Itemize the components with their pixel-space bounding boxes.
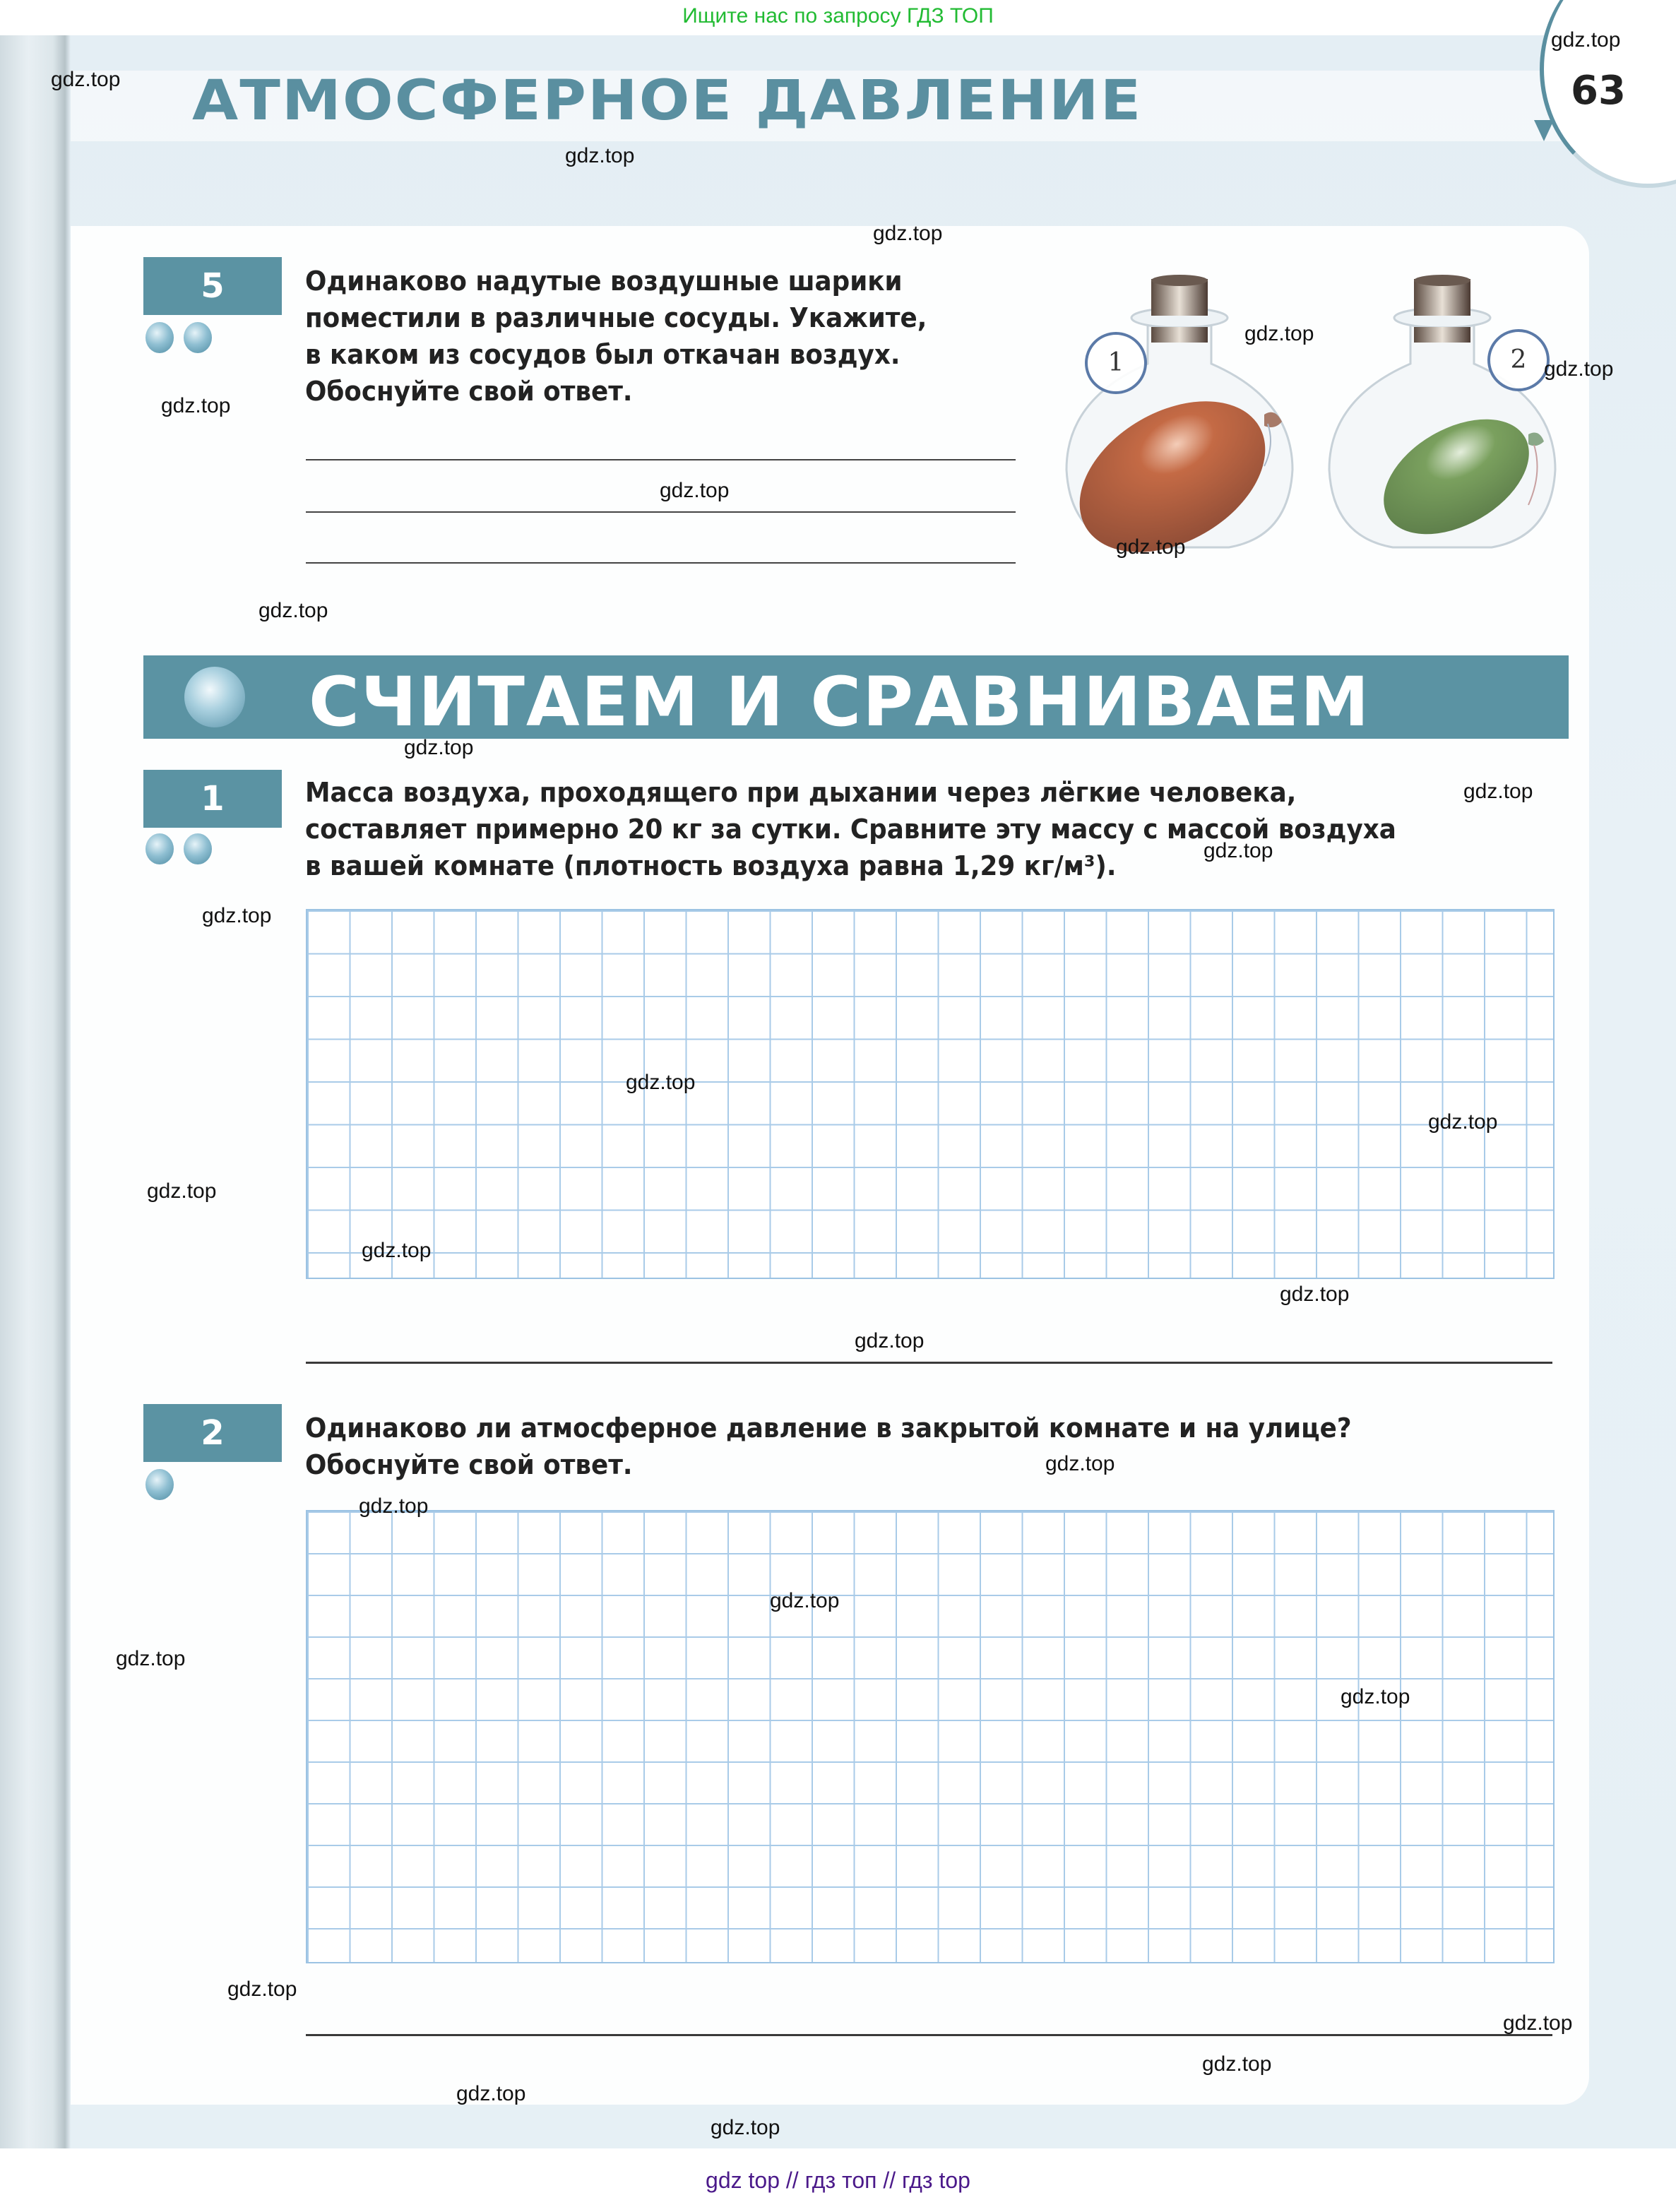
sphere-icon <box>184 667 245 727</box>
watermark: gdz.top <box>456 2082 526 2105</box>
flask-1-illustration <box>1052 265 1307 561</box>
difficulty-ball-icon <box>145 1469 174 1500</box>
watermark: gdz.top <box>855 1329 925 1352</box>
footer <box>0 2148 1676 2211</box>
chapter-title: АТМОСФЕРНОЕ ДАВЛЕНИЕ <box>192 69 1143 133</box>
task5-question <box>305 263 927 410</box>
watermark: gdz.top <box>362 1239 432 1262</box>
arrow-icon <box>1534 120 1554 141</box>
top-banner <box>0 0 1676 35</box>
task1-question <box>305 774 1396 884</box>
task2-question <box>305 1410 1352 1483</box>
watermark: gdz.top <box>626 1071 696 1094</box>
watermark: gdz.top <box>1428 1110 1498 1134</box>
watermark: gdz.top <box>1551 28 1621 52</box>
watermark: gdz.top <box>116 1647 186 1670</box>
task-number-badge: 5 <box>143 257 282 315</box>
task5-line: в каком из сосудов был откачан воздух. <box>305 339 901 370</box>
watermark: gdz.top <box>1045 1452 1115 1475</box>
task1-answer-grid[interactable] <box>306 909 1555 1279</box>
watermark: gdz.top <box>1116 535 1186 559</box>
task5-line: Одинаково надутые воздушные шарики <box>305 266 903 297</box>
watermark: gdz.top <box>1544 357 1614 381</box>
task2-answer-grid[interactable] <box>306 1510 1555 1963</box>
watermark: gdz.top <box>202 904 272 927</box>
task1-line: Масса воздуха, проходящего при дыхании через лёгкие человека, <box>305 777 1297 808</box>
task1-line: в вашей комнате (плотность воздуха равна 1,29 кг/м³). <box>305 850 1117 881</box>
watermark: gdz.top <box>161 394 231 417</box>
answer-line[interactable] <box>306 2034 1552 2036</box>
watermark: gdz.top <box>359 1494 429 1518</box>
top-banner-text: Ищите нас по запросу ГДЗ ТОП <box>682 4 994 28</box>
answer-line[interactable] <box>306 511 1016 513</box>
watermark: gdz.top <box>565 144 635 167</box>
answer-line[interactable] <box>306 562 1016 564</box>
answer-line[interactable] <box>306 459 1016 460</box>
task5-line: поместили в различные сосуды. Укажите, <box>305 302 927 333</box>
watermark: gdz.top <box>770 1589 840 1612</box>
answer-line[interactable] <box>306 1362 1552 1364</box>
watermark: gdz.top <box>1503 2011 1573 2035</box>
watermark: gdz.top <box>1463 780 1533 803</box>
watermark: gdz.top <box>227 1978 297 2001</box>
flask-label-1: 1 <box>1085 332 1147 394</box>
footer-text: gdz top // гдз топ // гдз top <box>706 2168 970 2193</box>
watermark: gdz.top <box>1203 839 1273 862</box>
watermark: gdz.top <box>1202 2052 1272 2076</box>
watermark: gdz.top <box>660 479 730 502</box>
task5-line: Обоснуйте свой ответ. <box>305 376 633 407</box>
flask-label-2: 2 <box>1487 329 1550 391</box>
difficulty-ball-icon <box>145 833 174 864</box>
flask-2-illustration <box>1315 265 1569 561</box>
task2-line: Обоснуйте свой ответ. <box>305 1449 633 1480</box>
book-spine <box>0 35 71 2148</box>
section-banner <box>143 655 1569 742</box>
watermark: gdz.top <box>1341 1685 1410 1708</box>
watermark: gdz.top <box>404 736 474 759</box>
page-number: 63 <box>1571 68 1626 114</box>
task2-line: Одинаково ли атмосферное давление в закрытой комнате и на улице? <box>305 1413 1352 1444</box>
watermark: gdz.top <box>1280 1283 1350 1306</box>
watermark: gdz.top <box>258 599 328 622</box>
watermark: gdz.top <box>1244 322 1314 345</box>
difficulty-ball-icon <box>145 322 174 353</box>
watermark: gdz.top <box>147 1179 217 1203</box>
task1-line: составляет примерно 20 кг за сутки. Сравните эту массу с массой воздуха <box>305 814 1396 845</box>
difficulty-ball-icon <box>184 322 212 353</box>
difficulty-ball-icon <box>184 833 212 864</box>
watermark: gdz.top <box>873 222 943 245</box>
task-number-badge: 1 <box>143 770 282 828</box>
section-title: СЧИТАЕМ И СРАВНИВАЕМ <box>309 662 1371 742</box>
watermark: gdz.top <box>51 68 121 91</box>
task-number-badge: 2 <box>143 1404 282 1462</box>
watermark: gdz.top <box>711 2116 780 2139</box>
